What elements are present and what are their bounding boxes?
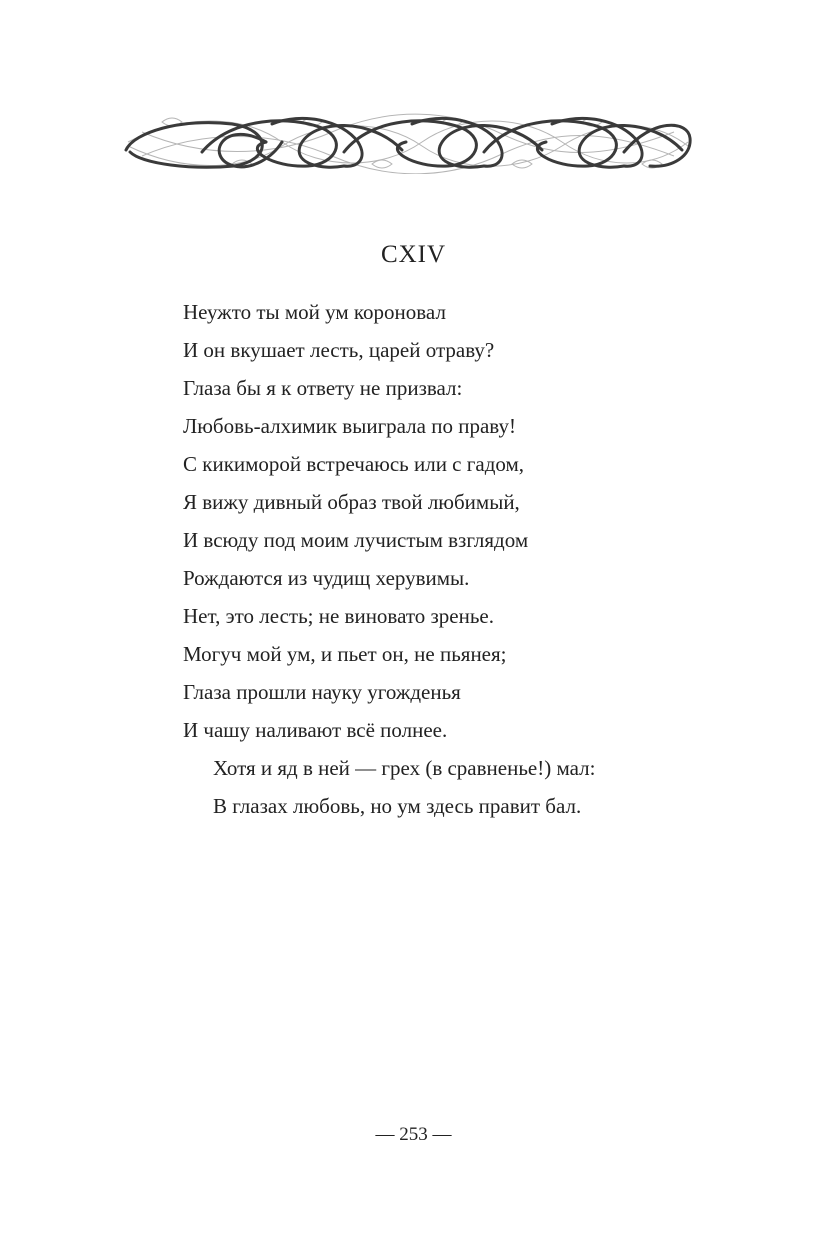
- poem-line: Могуч мой ум, и пьет он, не пьянея;: [183, 642, 507, 666]
- poem-line: В глазах любовь, но ум здесь правит бал.: [213, 794, 582, 818]
- poem-line: С кикиморой встречаюсь или с гадом,: [183, 452, 525, 476]
- poem-line: И чашу наливают всё полнее.: [183, 718, 448, 742]
- poem-title: CXIV: [380, 241, 447, 268]
- poem-line: Рождаются из чудищ херувимы.: [183, 566, 470, 590]
- poem-line: Любовь-алхимик выиграла по праву!: [183, 414, 516, 438]
- poem-line: Хотя и яд в ней — грех (в сравненье!) мал:: [213, 756, 596, 780]
- poem-line: Глаза бы я к ответу не призвал:: [183, 376, 463, 400]
- poem-line: Глаза прошли науку угожденья: [183, 680, 461, 704]
- poem-line: Я вижу дивный образ твой любимый,: [183, 490, 520, 514]
- poem-line: Нет, это лесть; не виновато зренье.: [183, 604, 495, 628]
- page-number: — 253 —: [375, 1124, 452, 1145]
- poem-line: И всюду под моим лучистым взглядом: [183, 528, 529, 552]
- poem-body: [183, 293, 595, 825]
- poem-line: И он вкушает лесть, царей отраву?: [183, 338, 495, 362]
- poem-line: Неужто ты мой ум короновал: [183, 300, 446, 324]
- ornament-flourish-icon: [122, 112, 694, 174]
